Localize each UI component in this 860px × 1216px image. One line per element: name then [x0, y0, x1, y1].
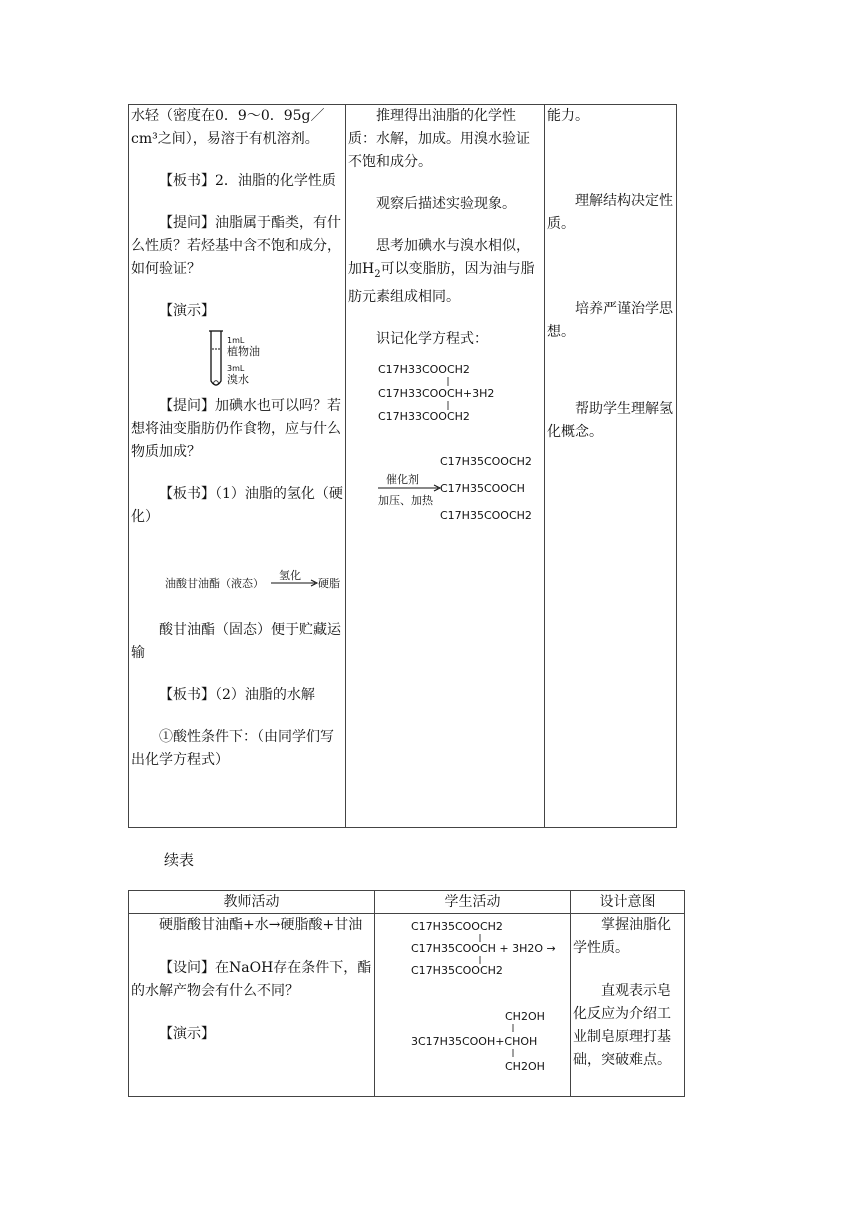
header-student: 学生活动: [375, 891, 571, 914]
test-tube-icon: [211, 331, 221, 385]
student-activity-cell: [346, 105, 545, 828]
teacher-activity-cell: [129, 105, 346, 828]
eq2-product-3: CH2OH: [505, 1060, 545, 1073]
structure-text: 理解结构决定性质。: [547, 193, 673, 232]
demo-label-2: 【演示】: [159, 1026, 215, 1042]
hydro-arrow-label: 氢化: [279, 569, 301, 582]
eq2-product-2: 3C17H35COOH+CHOH: [411, 1035, 538, 1048]
infer-properties-text: 推理得出油脂的化学性质：水解，加成。用溴水验证不饱和成分。: [348, 108, 530, 170]
eq-reactant-2: C17H33COOCH+3H2: [378, 386, 495, 400]
eq2-reactant-1: C17H35COOCH2: [411, 920, 503, 933]
density-text: 水轻（密度在0．9～0．95g／cm³之间），易溶于有机溶剂。: [131, 108, 325, 147]
lesson-table-top: [128, 104, 677, 828]
teacher-activity-cell-2: [129, 914, 375, 1097]
board-hydrogenation: 【板书】（1）油脂的氢化（硬化）: [131, 486, 343, 525]
hydrolysis-word-eq: 硬脂酸甘油酯+水→硬脂酸+甘油: [159, 917, 363, 933]
question-naoh: 【设问】在NaOH存在条件下，酯的水解产物会有什么不同？: [131, 960, 372, 999]
tube-label-2a: 3mL: [227, 364, 245, 373]
tube-label-1b: 植物油: [227, 345, 260, 358]
lesson-table-continued: [128, 890, 685, 1097]
rigor-text: 培养严谨治学思想。: [547, 301, 673, 340]
acid-condition-text: ①酸性条件下：（由同学们写出化学方程式）: [131, 729, 334, 768]
board-hydrolysis: 【板书】（2）油脂的水解: [159, 687, 315, 703]
header-intent: 设计意图: [571, 891, 685, 914]
saponification-text: 直观表示皂化反应为介绍工业制皂原理打基础，突破难点。: [573, 983, 671, 1068]
continued-table-caption: 续表: [164, 851, 195, 869]
eq-product-3: C17H35COOCH2: [440, 508, 532, 522]
board-chem-properties: 【板书】2．油脂的化学性质: [159, 173, 336, 189]
master-properties-text: 掌握油脂化学性质。: [573, 917, 671, 956]
tube-label-2b: 溴水: [227, 373, 249, 386]
think-text: 思考加碘水与溴水相似，加$H_2$可以变脂肪，因为油与脂肪元素组成相同。: [348, 238, 535, 305]
hydro-left: 油酸甘油酯（液态）: [165, 577, 264, 590]
storage-text: 酸甘油酯（固态）便于贮藏运输: [131, 622, 341, 661]
eq-catalyst: 催化剂: [386, 472, 419, 486]
question-iodine: 【提问】加碘水也可以吗？若想将油变脂肪仍作食物，应与什么物质加成？: [131, 398, 341, 460]
header-teacher: 教师活动: [129, 891, 375, 914]
eq-product-2: C17H35COOCH: [440, 481, 525, 495]
test-tube-figure: [131, 323, 343, 386]
eq2-product-1: CH2OH: [505, 1010, 545, 1023]
eq2-reactant-3: C17H35COOCH2: [411, 964, 503, 977]
question-ester-properties: 【提问】油脂属于酯类，有什么性质？若烃基中含不饱和成分，如何验证？: [131, 215, 341, 277]
student-activity-cell-2: [375, 914, 571, 1097]
concept-text: 帮助学生理解氢化概念。: [547, 401, 673, 440]
hydrolysis-equation: [377, 914, 573, 1094]
eq-product-1: C17H35COOCH2: [440, 454, 532, 468]
ability-text: 能力。: [547, 108, 589, 124]
demo-label: 【演示】: [159, 303, 215, 319]
eq-conditions: 加压、加热: [378, 493, 433, 507]
design-intent-cell-2: [571, 914, 685, 1097]
hydrogenation-figure: [131, 529, 343, 590]
eq-reactant-1: C17H33COOCH2: [378, 362, 470, 376]
memorize-text: 识记化学方程式：: [376, 330, 488, 347]
hydro-right: 硬脂: [318, 577, 340, 590]
eq-reactant-3: C17H33COOCH2: [378, 409, 470, 423]
eq2-reactant-2: C17H35COOCH + 3H2O →: [411, 942, 556, 955]
hydrogenation-equation: [348, 351, 542, 522]
tube-label-1a: 1mL: [227, 336, 245, 345]
observe-text: 观察后描述实验现象。: [376, 196, 516, 212]
